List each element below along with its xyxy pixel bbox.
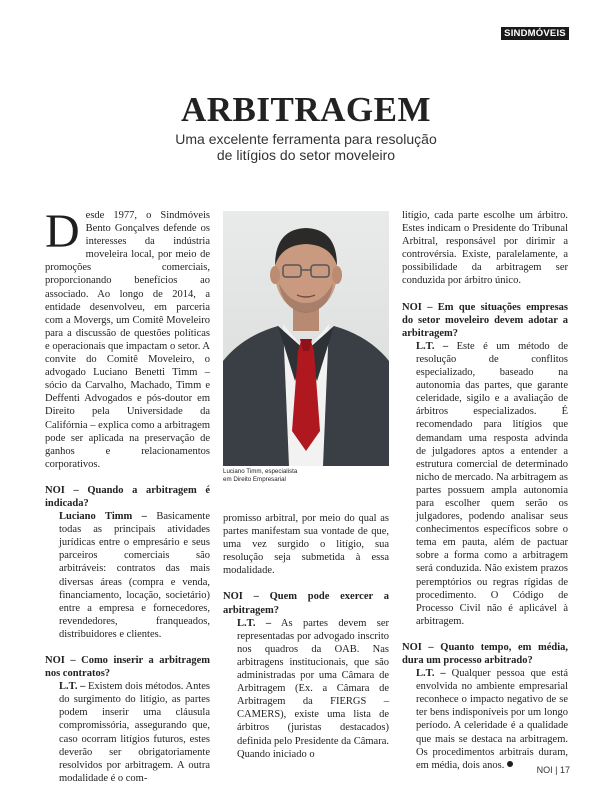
answer-1-text: Basicamente todas as principais atividades jurídicas entre o empresário e seus parceiros comerciais são arbitráveis: contratos das mais diversas áreas (compra e venda, financiamento, locação, societário) entre a empresa e fornecedores, revendedores, franqueados, distribuidores e clientes.: [59, 511, 210, 640]
page-number: 17: [559, 765, 570, 775]
answer-4-text: Este é um método de resolução de conflitos especializado, baseado na autonomia das partes, que garante celeridade, sigilo e a avaliação de árbitros especializados. É recomendado para litígios que demandam uma resposta advinda de julgadores aptos a entender a estrutura comercial de determinado nicho de mercado. Na arbitragem as partes possuem ampla autonomia para escolher quem serão os julgadores, podendo analisar seus conhecimentos específicos sobre o tema em pauta, além de pactuar sobre a forma como a arbitragem será conduzida. Não existem prazos peremptórios ou regras rígidas de procedimento. O Código de Processo Civil não é aplicável à arbitragem.: [416, 340, 569, 627]
article-column-2: [223, 512, 389, 761]
answer-5-speaker: L.T. –: [416, 668, 446, 680]
subtitle-line-2: de litígios do setor moveleiro: [216, 147, 396, 163]
question-2: NOI – Como inserir a arbitragem nos contratos?: [45, 655, 210, 680]
question-4: NOI – Em que situações empresas do setor moveleiro devem adotar a arbitragem?: [402, 301, 568, 339]
footer-separator: |: [555, 765, 558, 775]
end-mark-icon: [507, 761, 513, 767]
photo-caption: [223, 468, 389, 484]
publication-name: NOI: [536, 765, 553, 775]
answer-2-text: Existem dois métodos. Antes do surgimento do litígio, as partes podem inserir uma cláusula compromissória, assegurando que, caso ocorram litígios futuros, estes deverão ser obrigatoriamente resolvidos por arbitragem. A outra modalidade é o com-: [59, 681, 210, 784]
answer-1-speaker: Luciano Timm –: [59, 511, 147, 523]
section-badge: SINDMÓVEIS: [501, 27, 569, 40]
answer-1: [45, 510, 210, 641]
article-title: ARBITRAGEM: [180, 90, 432, 129]
drop-cap: D: [45, 205, 80, 258]
article-subtitle: [0, 131, 612, 163]
question-5: NOI – Quanto tempo, em média, dura um processo arbitrado?: [402, 641, 568, 666]
continuation-paragraph: promisso arbitral, por meio do qual as partes manifestam sua vontade de que, uma vez surgido o litígio, sua resolução seja submetida à essa modalidade.: [223, 513, 389, 577]
answer-4-speaker: L.T. –: [416, 340, 449, 352]
portrait-illustration: [223, 211, 389, 466]
answer-3: [223, 617, 389, 761]
portrait-photo: [223, 211, 389, 466]
page-footer: [520, 765, 570, 775]
subtitle-line-1: Uma excelente ferramenta para resolução: [175, 131, 437, 147]
answer-4: [402, 340, 568, 628]
answer-2: [45, 680, 210, 785]
intro-paragraph: [45, 205, 210, 471]
article-column-3: [402, 209, 568, 772]
question-1: NOI – Quando a arbitragem é indicada?: [45, 484, 210, 509]
answer-5: [402, 667, 568, 772]
question-3: NOI – Quem pode exercer a arbitragem?: [223, 591, 389, 616]
caption-line-2: em Direito Empresarial: [223, 476, 286, 483]
continuation-paragraph-2: litígio, cada parte escolhe um árbitro. Estes indicam o Presidente do Tribunal Arbitral, responsável por dirimir a controvérsia. Existe, paralelamente, a possibilidade da arbitragem ser conduzida por árbitro único.: [402, 210, 568, 287]
answer-3-speaker: L.T. –: [237, 617, 272, 629]
answer-2-speaker: L.T. –: [59, 681, 86, 693]
answer-5-text: Qualquer pessoa que está envolvida no ambiente empresarial reconhece o impacto negativo de se ter bens indisponíveis por um longo período. A celeridade é a qualidade que mais se destaca na arbitragem. Os procedimentos arbitrais duram, em média, dois anos.: [416, 668, 568, 771]
answer-3-text: As partes devem ser representadas por advogado inscrito nos quadros da OAB. Nas arbitragens institucionais, que são administradas por uma Câmara de Arbitragem (Ex. a Câmara de Arbitragem da FIERGS – CAMERS), existe uma lista de árbitros (juristas destacados) definida pelo Presidente da Câmara. Quando iniciado o: [237, 617, 389, 760]
article-column-1: [45, 205, 210, 785]
intro-text: esde 1977, o Sindmóveis Bento Gonçalves defende os interesses da indústria moveleira local, por meio de promoções comerciais, proporcionando benefícios ao associado. Ao longo de 2014, a entidade desenvolveu, em parceria com a Movergs, um Comitê Moveleiro para a discussão de questões políticas e operacionais que impactam o setor. A convite do Comitê Moveleiro, o advogado Luciano Benetti Timm – sócio da Carvalho, Machado, Timm e Deffenti Advogados e pós-doutor em Direito pela Universidade da Califórnia – explica como a arbitragem pode ser aplicada na preservação de ganhos e relacionamentos corporativos.: [45, 210, 210, 470]
caption-line-1: Luciano Timm, especialista: [223, 468, 298, 475]
